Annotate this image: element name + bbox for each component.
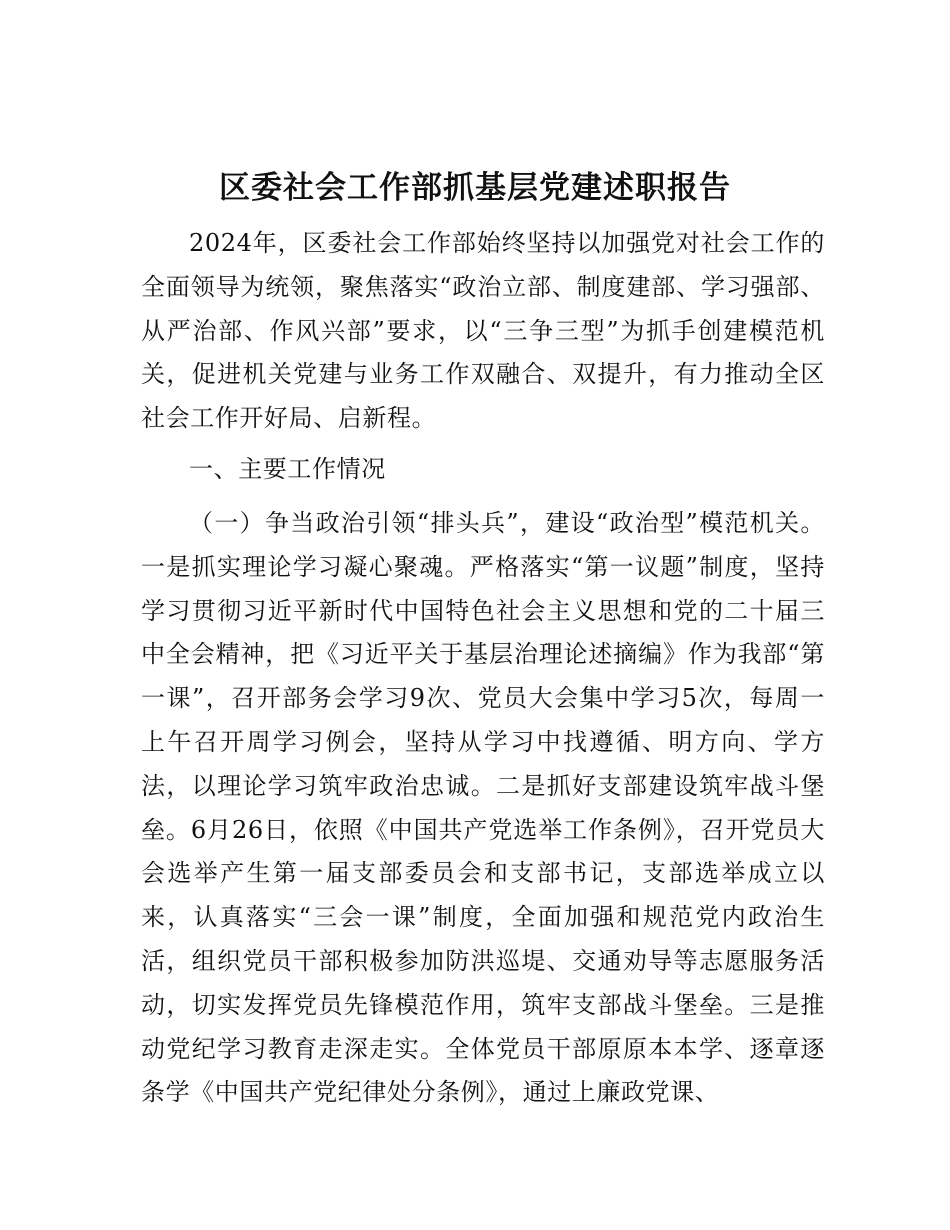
intro-paragraph: 2024年，区委社会工作部始终坚持以加强党对社会工作的全面领导为统领，聚焦落实“政治立部、制度建部、学习强部、从严治部、作风兴部”要求，以“三争三型”为抓手创建模范机关，促进机关党建与业务工作双融合、双提升，有力推动全区社会工作开好局、启新程。 bbox=[141, 229, 825, 433]
body-paragraph: （一）争当政治引领“排头兵”，建设“政治型”模范机关。一是抓实理论学习凝心聚魂。严格落实“第一议题”制度，坚持学习贯彻习近平新时代中国特色社会主义思想和党的二十届三中全会精神，把《习近平关于基层治理论述摘编》作为我部“第一课”，召开部务会学习9次、党员大会集中学习5次，每周一上午召开周学习例会，坚持从学习中找遵循、明方向、学方法，以理论学习筑牢政治忠诚。二是抓好支部建设筑牢战斗堡垒。6月26日，依照《中国共产党选举工作条例》，召开党员大会选举产生第一届支部委员会和支部书记，支部选举成立以来，认真落实“三会一课”制度，全面加强和规范党内政治生活，组织党员干部积极参加防洪巡堤、交通劝导等志愿服务活动，切实发挥党员先锋模范作用，筑牢支部战斗堡垒。三是推动党纪学习教育走深走实。全体党员干部原原本本学、逐章逐条学《中国共产党纪律处分条例》，通过上廉政党课、 bbox=[141, 509, 825, 1107]
section-heading: 一、主要工作情况 bbox=[189, 455, 386, 483]
document-title: 区委社会工作部抓基层党建述职报告 bbox=[219, 170, 731, 206]
